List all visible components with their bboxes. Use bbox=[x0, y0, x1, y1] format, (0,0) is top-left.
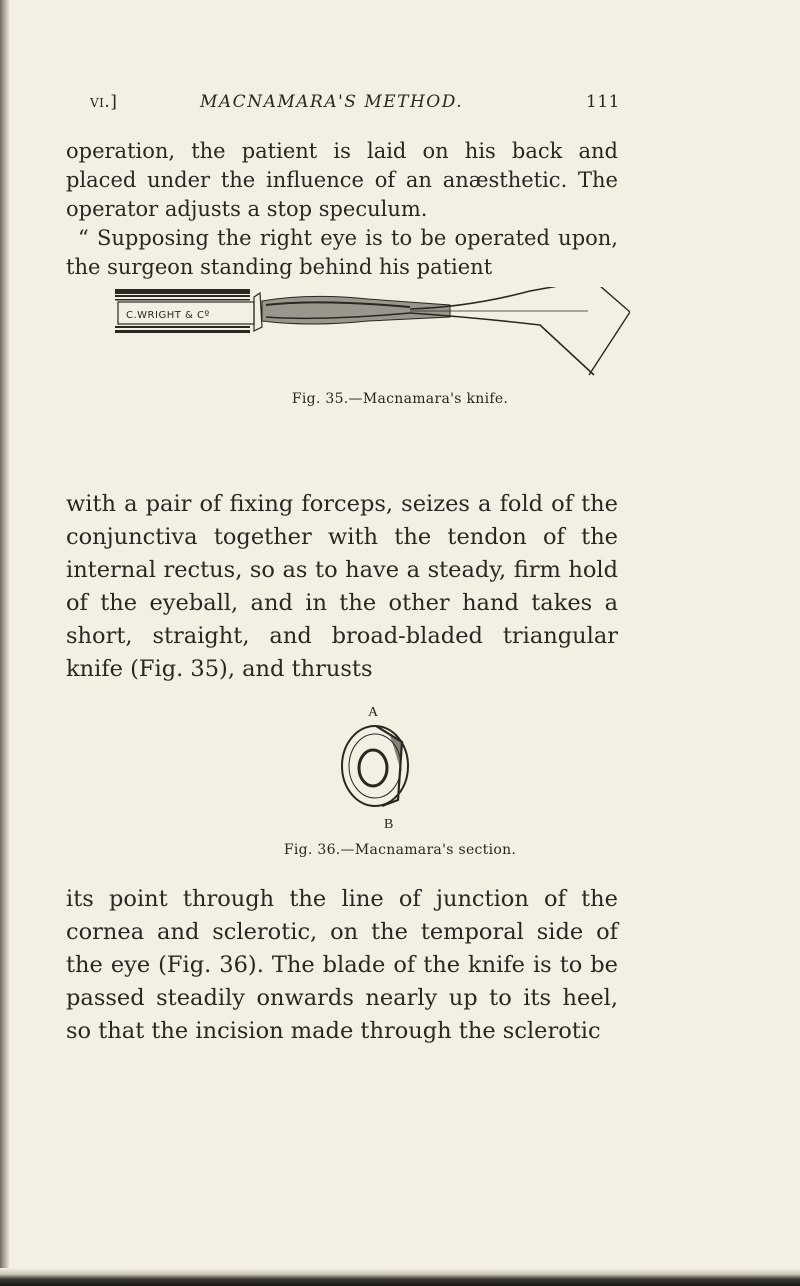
paragraph-2: “ Supposing the right eye is to be operated upon, the surgeon standing behind his patient bbox=[66, 226, 618, 279]
paragraph-4: its point through the line of junction of the cornea and sclerotic, on the temporal side of the eye (Fig. 36). The blade of the knife is to be passed steadily onwards nearly up to its heel, so that the incision made through the sclerotic bbox=[66, 886, 618, 1044]
label-b: B bbox=[384, 817, 394, 832]
label-a: A bbox=[368, 705, 379, 720]
chapter-marker: vi.] bbox=[90, 92, 118, 112]
knife-handle bbox=[115, 289, 254, 333]
eye-section-diagram bbox=[290, 690, 490, 840]
figure-36-caption: Fig. 36.—Macnamara's section. bbox=[283, 842, 517, 858]
page-edge-bottom bbox=[0, 1268, 800, 1286]
paragraph-1: operation, the patient is laid on his back and placed under the influence of an anæsthetic. The operator adjusts a stop speculum. bbox=[66, 139, 618, 221]
page-number: 111 bbox=[586, 92, 620, 112]
knife-shank bbox=[254, 293, 450, 331]
knife-illustration bbox=[110, 287, 630, 387]
running-title: MACNAMARA'S METHOD. bbox=[200, 92, 464, 112]
running-header bbox=[90, 92, 620, 116]
figure-35-caption: Fig. 35.—Macnamara's knife. bbox=[291, 391, 509, 407]
paragraph-3: with a pair of fixing forceps, seizes a fold of the conjunctiva together with the tendon of the internal rectus, so as to have a steady, firm hold of the eyeball, and in the other hand takes a short, straight, and broad-bladed triangular knife (Fig. 35), and thrusts bbox=[66, 491, 618, 682]
maker-label: C.WRIGHT & Cº bbox=[126, 310, 210, 321]
page-edge-left bbox=[0, 0, 9, 1286]
knife-blade bbox=[410, 287, 630, 375]
lens bbox=[359, 750, 387, 786]
